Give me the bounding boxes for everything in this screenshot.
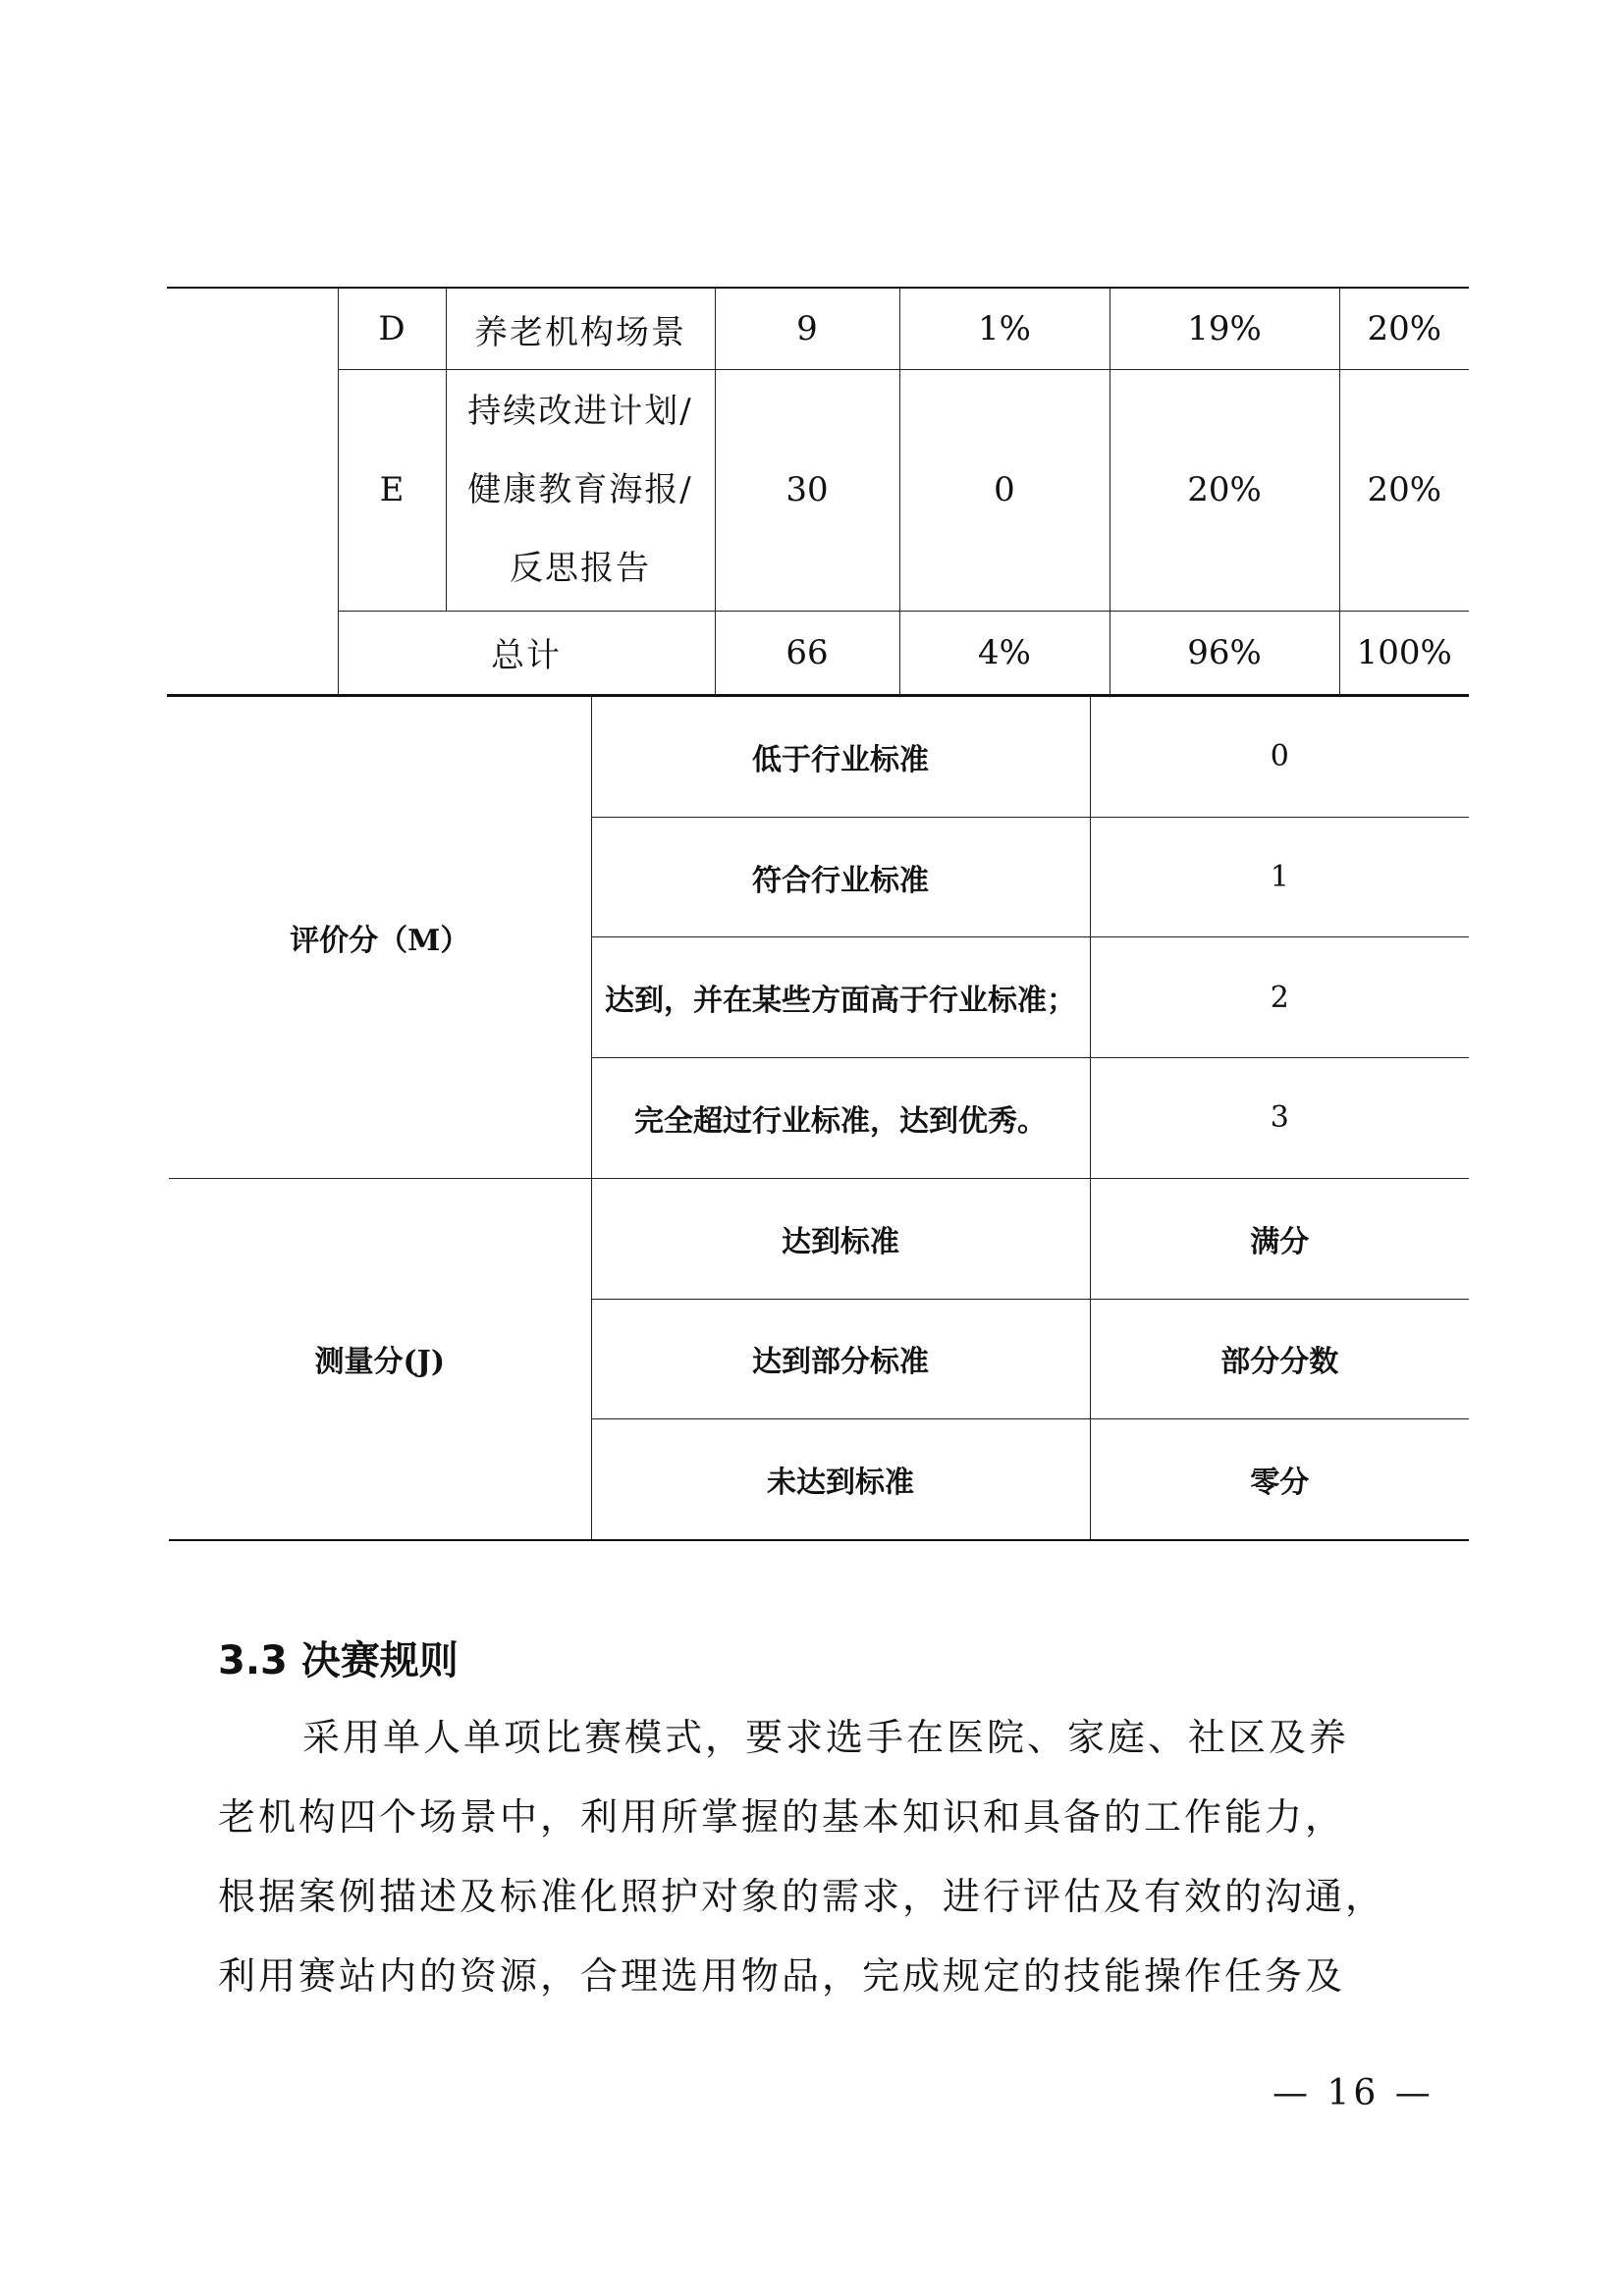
paragraph-line: 采用单人单项比赛模式，要求选手在医院、家庭、社区及养 — [302, 1716, 1350, 1759]
module-name-line: 持续改进计划/ — [467, 392, 693, 432]
score-cell: 零分 — [1090, 1419, 1469, 1540]
criterion-cell: 未达到标准 — [591, 1419, 1090, 1540]
criterion-cell: 完全超过行业标准，达到优秀。 — [591, 1058, 1090, 1179]
total-percent-2: 96% — [1110, 611, 1339, 695]
paragraph-line: 根据案例描述及标准化照护对象的需求，进行评估及有效的沟通， — [218, 1875, 1386, 1918]
merged-blank-cell — [167, 288, 338, 696]
table-row — [169, 1178, 1469, 1299]
module-percent-2: 20% — [1110, 370, 1339, 612]
group-label-measurement: 测量分(J) — [169, 1178, 591, 1540]
table-row — [167, 288, 1469, 370]
paragraph-line: 利用赛站内的资源，合理选用物品，完成规定的技能操作任务及 — [218, 1954, 1346, 1998]
score-cell: 1 — [1090, 817, 1469, 937]
score-cell: 0 — [1090, 697, 1469, 817]
section-paragraph — [218, 1698, 1435, 2016]
criterion-cell: 达到，并在某些方面高于行业标准； — [591, 937, 1090, 1058]
table-row — [169, 697, 1469, 817]
module-percent-3: 20% — [1339, 288, 1469, 370]
module-count: 30 — [715, 370, 899, 612]
paragraph-line: 老机构四个场景中，利用所掌握的基本知识和具备的工作能力， — [218, 1795, 1346, 1839]
module-name: 养老机构场景 — [446, 288, 715, 370]
score-cell: 3 — [1090, 1058, 1469, 1179]
criterion-cell: 符合行业标准 — [591, 817, 1090, 937]
total-count: 66 — [715, 611, 899, 695]
group-label-evaluation: 评价分（M） — [169, 697, 591, 1178]
module-percent-1: 0 — [899, 370, 1110, 612]
module-percent-2: 19% — [1110, 288, 1339, 370]
module-name-line: 反思报告 — [510, 549, 651, 589]
score-distribution-table — [167, 287, 1469, 697]
total-label: 总计 — [338, 611, 715, 695]
score-cell: 满分 — [1090, 1178, 1469, 1299]
page-number: — 16 — — [1272, 2073, 1435, 2113]
module-name — [446, 370, 715, 612]
criterion-cell: 低于行业标准 — [591, 697, 1090, 817]
scoring-criteria-table — [169, 697, 1469, 1541]
total-percent-1: 4% — [899, 611, 1110, 695]
score-cell: 2 — [1090, 937, 1469, 1058]
criterion-cell: 达到标准 — [591, 1178, 1090, 1299]
total-percent-3: 100% — [1339, 611, 1469, 695]
module-percent-1: 1% — [899, 288, 1110, 370]
score-cell: 部分分数 — [1090, 1299, 1469, 1419]
module-percent-3: 20% — [1339, 370, 1469, 612]
total-row — [167, 611, 1469, 695]
module-code: E — [338, 370, 446, 612]
module-name-line: 健康教育海报/ — [467, 470, 693, 510]
criterion-cell: 达到部分标准 — [591, 1299, 1090, 1419]
table-row — [167, 370, 1469, 612]
module-code: D — [338, 288, 446, 370]
module-count: 9 — [715, 288, 899, 370]
section-heading: 3.3 决赛规则 — [218, 1638, 459, 1683]
